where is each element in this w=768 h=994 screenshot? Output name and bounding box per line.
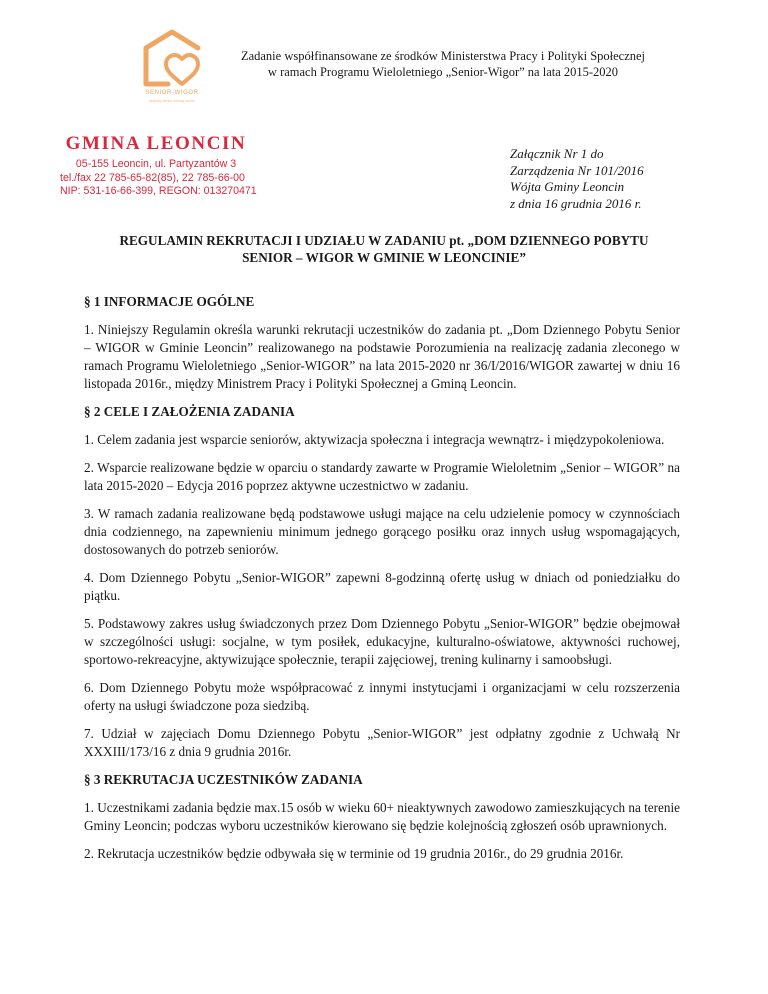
paragraph: 1. Celem zadania jest wsparcie seniorów, aktywizacja społeczna i integracja wewnątrz- i międzypokoleniowa. [84,432,665,447]
logo-name: SENIOR-WIGOR [145,90,199,96]
paragraph: 1. Uczestnikami zadania będzie max.15 osób w wieku 60+ nieaktywnych zawodowo zamieszkujących na terenie Gminy Leoncin; podczas wyboru uczestników kierowano się będzie kolejnością zgłoszeń osób uprawnionych. [84,800,680,833]
annex-line: Zarządzenia Nr 101/2016 [510,162,644,178]
annex-line: z dnia 16 grudnia 2016 r. [510,195,642,211]
stamp-phone: tel./fax 22 785-65-82(85), 22 785-66-00 [60,171,245,184]
title-line: SENIOR – WIGOR W GMINIE W LEONCINIE” [242,250,526,265]
funding-note [228,48,658,80]
paragraph: 2. Wsparcie realizowane będzie w oparciu o standardy zawarte w Programie Wieloletnim „Senior – WIGOR” na lata 2015-2020 – Edycja 2016 poprzez aktywne uczestnictwo w zadaniu. [84,460,680,493]
annex-line: Wójta Gminy Leoncin [510,179,625,194]
stamp-address: 05-155 Leoncin, ul. Partyzantów 3 [75,158,237,170]
paragraph: 6. Dom Dziennego Pobytu może współpracować z innymi instytucjami i organizacjami w celu rozszerzenia oferty na usługi świadczone poza siedzibą. [84,680,680,713]
funding-note-line: Zadanie współfinansowane ze środków Ministerstwa Pracy i Polityki Społecznej [240,49,646,63]
gmina-stamp [60,133,270,199]
document-body [84,293,680,871]
paragraph: 3. W ramach zadania realizowane będą podstawowe usługi mające na celu udzielenie pomocy w czynnościach dnia codziennego, na zapewnieniu minimum jednego gorącego posiłku oraz innych usług wspomagających, dostosowanych do potrzeb seniorów. [84,506,680,557]
logo-tagline: aktywny senior zdrowy senior [149,99,195,103]
section-heading: § 3 REKRUTACJA UCZESTNIKÓW ZADANIA [84,772,363,787]
annex-line: Załącznik Nr 1 do [510,146,604,161]
paragraph: 2. Rekrutacja uczestników będzie odbywała się w terminie od 19 grudnia 2016r., do 29 grudnia 2016r. [84,846,624,861]
paragraph: 5. Podstawowy zakres usług świadczonych przez Dom Dziennego Pobytu „Senior-WIGOR” będzie obejmował w szczególności usługi: socjalne, w tym posiłek, edukacyjne, kulturalno-oświatowe, aktywności ruchowej, sportowo-rekreacyjne, aktywizujące społecznie, terapii zajęciowej, trening kulinarny i samoobsługi. [84,616,680,667]
section-heading: § 2 CELE I ZAŁOŻENIA ZADANIA [84,404,295,419]
stamp-title: GMINA LEONCIN [65,133,247,154]
paragraph: 7. Udział w zajęciach Domu Dziennego Pobytu „Senior-WIGOR” jest odpłatny zgodnie z Uchwałą Nr XXXIII/173/16 z dnia 9 grudnia 2016r. [84,726,680,759]
stamp-ids: NIP: 531-16-66-399, REGON: 013270471 [60,185,257,197]
paragraph: 4. Dom Dziennego Pobytu „Senior-WIGOR” zapewni 8-godzinną ofertę usług w dniach od poniedziałku do piątku. [84,570,680,603]
document-title [80,232,688,266]
funding-note-line: w ramach Programu Wieloletniego „Senior-Wigor” na lata 2015-2020 [267,65,619,79]
section-heading: § 1 INFORMACJE OGÓLNE [84,294,255,309]
paragraph: 1. Niniejszy Regulamin określa warunki rekrutacji uczestników do zadania pt. „Dom Dziennego Pobytu Senior – WIGOR w Gminie Leoncin” realizowanego na podstawie Porozumienia na realizację zadania zleconego w ramach Programu Wieloletniego „Senior-WIGOR” na lata 2015-2020 nr 36/I/2016/WIGOR zawartej w dniu 16 listopada 2016r., między Ministrem Pracy i Polityki Społecznej a Gminą Leoncin. [84,322,680,391]
house-heart-icon [138,28,208,90]
title-line: REGULAMIN REKRUTACJI I UDZIAŁU W ZADANIU pt. „DOM DZIENNEGO POBYTU [119,233,649,248]
annex-note [510,146,710,212]
